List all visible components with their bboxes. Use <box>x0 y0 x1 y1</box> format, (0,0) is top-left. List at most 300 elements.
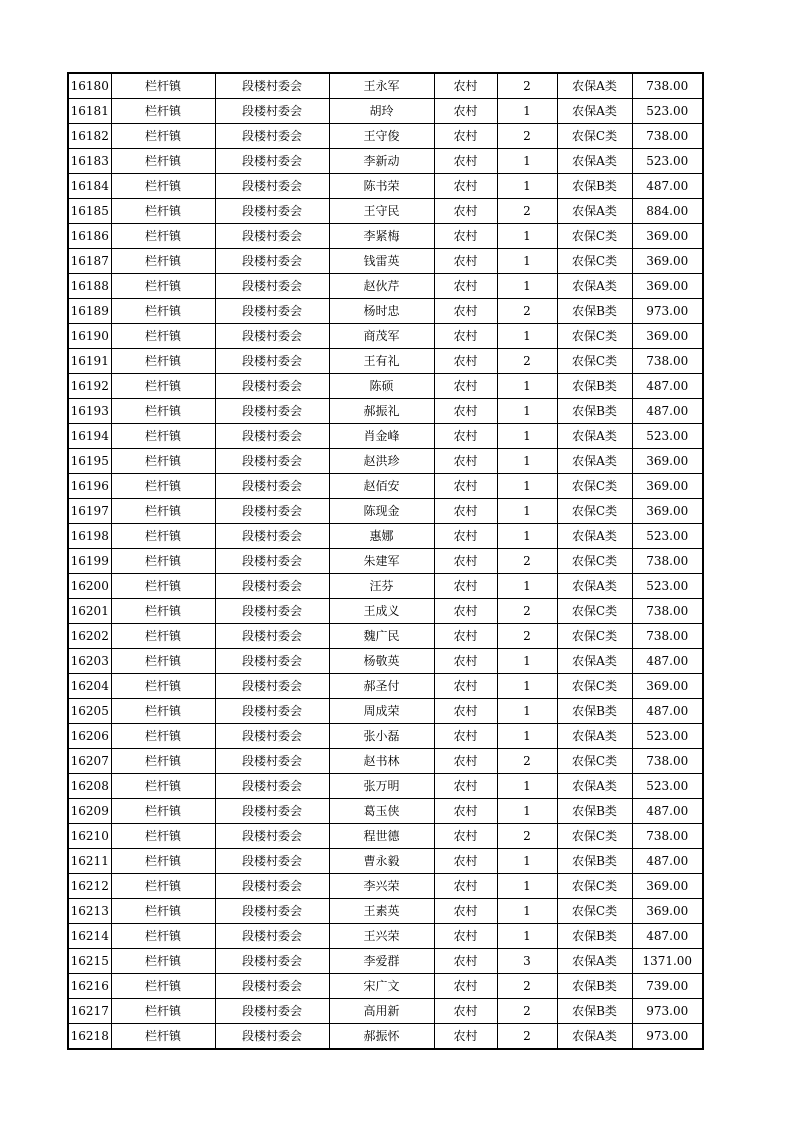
person-name-cell: 李爱群 <box>329 949 434 974</box>
table-row <box>68 949 703 974</box>
household-count-cell: 1 <box>497 774 557 799</box>
residence-type-cell: 农村 <box>434 224 497 249</box>
village-committee-cell: 段楼村委会 <box>215 649 329 674</box>
amount-cell: 487.00 <box>632 399 703 424</box>
town-cell: 栏杆镇 <box>111 799 215 824</box>
insurance-category-cell: 农保C类 <box>557 224 632 249</box>
household-count-cell: 2 <box>497 199 557 224</box>
person-name-cell: 王素英 <box>329 899 434 924</box>
household-count-cell: 2 <box>497 749 557 774</box>
table-row <box>68 224 703 249</box>
row-number-cell: 16187 <box>68 249 111 274</box>
amount-cell: 369.00 <box>632 249 703 274</box>
residence-type-cell: 农村 <box>434 949 497 974</box>
village-committee-cell: 段楼村委会 <box>215 524 329 549</box>
town-cell: 栏杆镇 <box>111 724 215 749</box>
town-cell: 栏杆镇 <box>111 124 215 149</box>
insurance-category-cell: 农保B类 <box>557 374 632 399</box>
town-cell: 栏杆镇 <box>111 924 215 949</box>
insurance-category-cell: 农保A类 <box>557 574 632 599</box>
town-cell: 栏杆镇 <box>111 1024 215 1050</box>
amount-cell: 738.00 <box>632 599 703 624</box>
town-cell: 栏杆镇 <box>111 274 215 299</box>
residence-type-cell: 农村 <box>434 1024 497 1050</box>
amount-cell: 369.00 <box>632 224 703 249</box>
town-cell: 栏杆镇 <box>111 474 215 499</box>
insurance-category-cell: 农保B类 <box>557 799 632 824</box>
row-number-cell: 16212 <box>68 874 111 899</box>
amount-cell: 738.00 <box>632 349 703 374</box>
insurance-category-cell: 农保B类 <box>557 924 632 949</box>
insurance-category-cell: 农保C类 <box>557 124 632 149</box>
row-number-cell: 16192 <box>68 374 111 399</box>
person-name-cell: 高用新 <box>329 999 434 1024</box>
table-row <box>68 999 703 1024</box>
village-committee-cell: 段楼村委会 <box>215 499 329 524</box>
household-count-cell: 1 <box>497 874 557 899</box>
amount-cell: 523.00 <box>632 574 703 599</box>
person-name-cell: 朱建军 <box>329 549 434 574</box>
residence-type-cell: 农村 <box>434 274 497 299</box>
person-name-cell: 汪芬 <box>329 574 434 599</box>
village-committee-cell: 段楼村委会 <box>215 399 329 424</box>
amount-cell: 369.00 <box>632 874 703 899</box>
amount-cell: 369.00 <box>632 674 703 699</box>
insurance-category-cell: 农保B类 <box>557 849 632 874</box>
village-committee-cell: 段楼村委会 <box>215 999 329 1024</box>
table-row <box>68 124 703 149</box>
residence-type-cell: 农村 <box>434 624 497 649</box>
household-count-cell: 2 <box>497 999 557 1024</box>
town-cell: 栏杆镇 <box>111 374 215 399</box>
amount-cell: 369.00 <box>632 274 703 299</box>
town-cell: 栏杆镇 <box>111 949 215 974</box>
village-committee-cell: 段楼村委会 <box>215 449 329 474</box>
village-committee-cell: 段楼村委会 <box>215 374 329 399</box>
amount-cell: 1371.00 <box>632 949 703 974</box>
table-row <box>68 824 703 849</box>
row-number-cell: 16188 <box>68 274 111 299</box>
household-count-cell: 1 <box>497 899 557 924</box>
person-name-cell: 曹永毅 <box>329 849 434 874</box>
person-name-cell: 郝振怀 <box>329 1024 434 1050</box>
household-count-cell: 1 <box>497 574 557 599</box>
row-number-cell: 16182 <box>68 124 111 149</box>
insurance-category-cell: 农保A类 <box>557 274 632 299</box>
amount-cell: 487.00 <box>632 924 703 949</box>
table-row <box>68 899 703 924</box>
row-number-cell: 16197 <box>68 499 111 524</box>
insurance-category-cell: 农保C类 <box>557 599 632 624</box>
amount-cell: 487.00 <box>632 699 703 724</box>
table-row <box>68 649 703 674</box>
table-row <box>68 199 703 224</box>
village-committee-cell: 段楼村委会 <box>215 974 329 999</box>
household-count-cell: 1 <box>497 99 557 124</box>
residence-type-cell: 农村 <box>434 999 497 1024</box>
town-cell: 栏杆镇 <box>111 199 215 224</box>
person-name-cell: 陈书荣 <box>329 174 434 199</box>
town-cell: 栏杆镇 <box>111 749 215 774</box>
amount-cell: 523.00 <box>632 99 703 124</box>
table-row <box>68 1024 703 1050</box>
amount-cell: 369.00 <box>632 324 703 349</box>
amount-cell: 523.00 <box>632 424 703 449</box>
row-number-cell: 16180 <box>68 73 111 99</box>
table-row <box>68 549 703 574</box>
insurance-category-cell: 农保A类 <box>557 774 632 799</box>
residence-type-cell: 农村 <box>434 549 497 574</box>
amount-cell: 523.00 <box>632 149 703 174</box>
residence-type-cell: 农村 <box>434 474 497 499</box>
amount-cell: 487.00 <box>632 649 703 674</box>
household-count-cell: 1 <box>497 424 557 449</box>
residence-type-cell: 农村 <box>434 99 497 124</box>
household-count-cell: 2 <box>497 124 557 149</box>
table-row <box>68 749 703 774</box>
household-count-cell: 1 <box>497 174 557 199</box>
insurance-category-cell: 农保C类 <box>557 324 632 349</box>
person-name-cell: 郝振礼 <box>329 399 434 424</box>
person-name-cell: 赵伙芹 <box>329 274 434 299</box>
residence-type-cell: 农村 <box>434 524 497 549</box>
row-number-cell: 16210 <box>68 824 111 849</box>
insurance-category-cell: 农保C类 <box>557 549 632 574</box>
table-row <box>68 374 703 399</box>
village-committee-cell: 段楼村委会 <box>215 624 329 649</box>
table-row <box>68 699 703 724</box>
town-cell: 栏杆镇 <box>111 174 215 199</box>
amount-cell: 523.00 <box>632 774 703 799</box>
row-number-cell: 16190 <box>68 324 111 349</box>
village-committee-cell: 段楼村委会 <box>215 224 329 249</box>
residence-type-cell: 农村 <box>434 149 497 174</box>
amount-cell: 738.00 <box>632 824 703 849</box>
person-name-cell: 商茂军 <box>329 324 434 349</box>
row-number-cell: 16184 <box>68 174 111 199</box>
row-number-cell: 16193 <box>68 399 111 424</box>
town-cell: 栏杆镇 <box>111 449 215 474</box>
amount-cell: 973.00 <box>632 1024 703 1050</box>
insurance-category-cell: 农保C类 <box>557 899 632 924</box>
amount-cell: 738.00 <box>632 73 703 99</box>
town-cell: 栏杆镇 <box>111 674 215 699</box>
village-committee-cell: 段楼村委会 <box>215 1024 329 1050</box>
household-count-cell: 2 <box>497 624 557 649</box>
insurance-category-cell: 农保C类 <box>557 874 632 899</box>
household-count-cell: 1 <box>497 724 557 749</box>
person-name-cell: 肖金峰 <box>329 424 434 449</box>
table-row <box>68 324 703 349</box>
residence-type-cell: 农村 <box>434 824 497 849</box>
village-committee-cell: 段楼村委会 <box>215 124 329 149</box>
town-cell: 栏杆镇 <box>111 73 215 99</box>
row-number-cell: 16195 <box>68 449 111 474</box>
table-row <box>68 849 703 874</box>
amount-cell: 738.00 <box>632 124 703 149</box>
town-cell: 栏杆镇 <box>111 299 215 324</box>
insurance-category-cell: 农保A类 <box>557 424 632 449</box>
table-row <box>68 774 703 799</box>
village-committee-cell: 段楼村委会 <box>215 299 329 324</box>
insurance-category-cell: 农保C类 <box>557 824 632 849</box>
village-committee-cell: 段楼村委会 <box>215 274 329 299</box>
household-count-cell: 1 <box>497 674 557 699</box>
village-committee-cell: 段楼村委会 <box>215 574 329 599</box>
insurance-category-cell: 农保A类 <box>557 73 632 99</box>
person-name-cell: 胡玲 <box>329 99 434 124</box>
row-number-cell: 16189 <box>68 299 111 324</box>
table-row <box>68 349 703 374</box>
person-name-cell: 王永军 <box>329 73 434 99</box>
household-count-cell: 2 <box>497 349 557 374</box>
row-number-cell: 16200 <box>68 574 111 599</box>
residence-type-cell: 农村 <box>434 774 497 799</box>
table-body <box>68 73 703 1049</box>
village-committee-cell: 段楼村委会 <box>215 199 329 224</box>
village-committee-cell: 段楼村委会 <box>215 149 329 174</box>
household-count-cell: 1 <box>497 224 557 249</box>
table-row <box>68 299 703 324</box>
residence-type-cell: 农村 <box>434 499 497 524</box>
amount-cell: 487.00 <box>632 849 703 874</box>
insurance-category-cell: 农保A类 <box>557 199 632 224</box>
amount-cell: 739.00 <box>632 974 703 999</box>
table-row <box>68 174 703 199</box>
insurance-category-cell: 农保C类 <box>557 749 632 774</box>
town-cell: 栏杆镇 <box>111 524 215 549</box>
insurance-category-cell: 农保A类 <box>557 524 632 549</box>
village-committee-cell: 段楼村委会 <box>215 749 329 774</box>
village-committee-cell: 段楼村委会 <box>215 774 329 799</box>
table-row <box>68 249 703 274</box>
person-name-cell: 杨时忠 <box>329 299 434 324</box>
household-count-cell: 1 <box>497 499 557 524</box>
residence-type-cell: 农村 <box>434 974 497 999</box>
row-number-cell: 16204 <box>68 674 111 699</box>
person-name-cell: 张小磊 <box>329 724 434 749</box>
residence-type-cell: 农村 <box>434 924 497 949</box>
row-number-cell: 16185 <box>68 199 111 224</box>
residence-type-cell: 农村 <box>434 73 497 99</box>
household-count-cell: 2 <box>497 824 557 849</box>
residence-type-cell: 农村 <box>434 674 497 699</box>
insurance-category-cell: 农保A类 <box>557 99 632 124</box>
amount-cell: 738.00 <box>632 549 703 574</box>
village-committee-cell: 段楼村委会 <box>215 99 329 124</box>
row-number-cell: 16194 <box>68 424 111 449</box>
row-number-cell: 16181 <box>68 99 111 124</box>
town-cell: 栏杆镇 <box>111 974 215 999</box>
table-row <box>68 674 703 699</box>
village-committee-cell: 段楼村委会 <box>215 949 329 974</box>
insurance-category-cell: 农保B类 <box>557 174 632 199</box>
person-name-cell: 赵洪珍 <box>329 449 434 474</box>
household-count-cell: 2 <box>497 1024 557 1050</box>
town-cell: 栏杆镇 <box>111 774 215 799</box>
amount-cell: 738.00 <box>632 624 703 649</box>
residence-type-cell: 农村 <box>434 124 497 149</box>
town-cell: 栏杆镇 <box>111 99 215 124</box>
household-count-cell: 1 <box>497 149 557 174</box>
table-row <box>68 499 703 524</box>
row-number-cell: 16217 <box>68 999 111 1024</box>
table-row <box>68 399 703 424</box>
town-cell: 栏杆镇 <box>111 399 215 424</box>
insurance-category-cell: 农保A类 <box>557 949 632 974</box>
insurance-category-cell: 农保A类 <box>557 149 632 174</box>
row-number-cell: 16209 <box>68 799 111 824</box>
amount-cell: 884.00 <box>632 199 703 224</box>
residence-type-cell: 农村 <box>434 249 497 274</box>
insurance-category-cell: 农保A类 <box>557 724 632 749</box>
table-row <box>68 99 703 124</box>
residence-type-cell: 农村 <box>434 899 497 924</box>
village-committee-cell: 段楼村委会 <box>215 824 329 849</box>
person-name-cell: 赵佰安 <box>329 474 434 499</box>
table-row <box>68 724 703 749</box>
household-count-cell: 1 <box>497 799 557 824</box>
household-count-cell: 1 <box>497 474 557 499</box>
residence-type-cell: 农村 <box>434 349 497 374</box>
amount-cell: 523.00 <box>632 524 703 549</box>
row-number-cell: 16213 <box>68 899 111 924</box>
row-number-cell: 16218 <box>68 1024 111 1050</box>
town-cell: 栏杆镇 <box>111 549 215 574</box>
insurance-category-cell: 农保A类 <box>557 649 632 674</box>
household-count-cell: 2 <box>497 549 557 574</box>
person-name-cell: 李新动 <box>329 149 434 174</box>
amount-cell: 487.00 <box>632 799 703 824</box>
village-committee-cell: 段楼村委会 <box>215 349 329 374</box>
town-cell: 栏杆镇 <box>111 149 215 174</box>
row-number-cell: 16191 <box>68 349 111 374</box>
person-name-cell: 程世德 <box>329 824 434 849</box>
amount-cell: 369.00 <box>632 474 703 499</box>
row-number-cell: 16196 <box>68 474 111 499</box>
person-name-cell: 钱雷英 <box>329 249 434 274</box>
row-number-cell: 16207 <box>68 749 111 774</box>
person-name-cell: 王守民 <box>329 199 434 224</box>
row-number-cell: 16205 <box>68 699 111 724</box>
residence-type-cell: 农村 <box>434 449 497 474</box>
village-committee-cell: 段楼村委会 <box>215 899 329 924</box>
table-row <box>68 574 703 599</box>
residence-type-cell: 农村 <box>434 399 497 424</box>
table-row <box>68 799 703 824</box>
village-committee-cell: 段楼村委会 <box>215 674 329 699</box>
row-number-cell: 16198 <box>68 524 111 549</box>
table-row <box>68 874 703 899</box>
row-number-cell: 16215 <box>68 949 111 974</box>
residence-type-cell: 农村 <box>434 424 497 449</box>
table-row <box>68 274 703 299</box>
row-number-cell: 16202 <box>68 624 111 649</box>
village-committee-cell: 段楼村委会 <box>215 724 329 749</box>
person-name-cell: 王兴荣 <box>329 924 434 949</box>
household-count-cell: 3 <box>497 949 557 974</box>
town-cell: 栏杆镇 <box>111 649 215 674</box>
town-cell: 栏杆镇 <box>111 899 215 924</box>
table-row <box>68 924 703 949</box>
village-committee-cell: 段楼村委会 <box>215 324 329 349</box>
insurance-category-cell: 农保B类 <box>557 999 632 1024</box>
town-cell: 栏杆镇 <box>111 574 215 599</box>
table-row <box>68 149 703 174</box>
household-count-cell: 1 <box>497 449 557 474</box>
household-count-cell: 2 <box>497 73 557 99</box>
town-cell: 栏杆镇 <box>111 424 215 449</box>
person-name-cell: 魏广民 <box>329 624 434 649</box>
town-cell: 栏杆镇 <box>111 624 215 649</box>
residence-type-cell: 农村 <box>434 374 497 399</box>
household-count-cell: 1 <box>497 324 557 349</box>
row-number-cell: 16199 <box>68 549 111 574</box>
person-name-cell: 杨敬英 <box>329 649 434 674</box>
person-name-cell: 王守俊 <box>329 124 434 149</box>
village-committee-cell: 段楼村委会 <box>215 599 329 624</box>
household-count-cell: 1 <box>497 249 557 274</box>
village-committee-cell: 段楼村委会 <box>215 799 329 824</box>
insurance-category-cell: 农保C类 <box>557 349 632 374</box>
household-count-cell: 2 <box>497 974 557 999</box>
residence-type-cell: 农村 <box>434 799 497 824</box>
town-cell: 栏杆镇 <box>111 324 215 349</box>
insurance-category-cell: 农保A类 <box>557 1024 632 1050</box>
residence-type-cell: 农村 <box>434 599 497 624</box>
person-name-cell: 李紧梅 <box>329 224 434 249</box>
town-cell: 栏杆镇 <box>111 599 215 624</box>
village-committee-cell: 段楼村委会 <box>215 699 329 724</box>
table-row <box>68 974 703 999</box>
person-name-cell: 王有礼 <box>329 349 434 374</box>
village-committee-cell: 段楼村委会 <box>215 849 329 874</box>
town-cell: 栏杆镇 <box>111 499 215 524</box>
household-count-cell: 2 <box>497 299 557 324</box>
amount-cell: 369.00 <box>632 899 703 924</box>
person-name-cell: 葛玉侠 <box>329 799 434 824</box>
person-name-cell: 郝圣付 <box>329 674 434 699</box>
household-count-cell: 1 <box>497 924 557 949</box>
row-number-cell: 16216 <box>68 974 111 999</box>
table-row <box>68 73 703 99</box>
table-row <box>68 599 703 624</box>
residence-type-cell: 农村 <box>434 199 497 224</box>
residence-type-cell: 农村 <box>434 849 497 874</box>
beneficiary-table <box>67 72 704 1050</box>
table-row <box>68 624 703 649</box>
residence-type-cell: 农村 <box>434 724 497 749</box>
amount-cell: 973.00 <box>632 299 703 324</box>
insurance-category-cell: 农保C类 <box>557 624 632 649</box>
amount-cell: 738.00 <box>632 749 703 774</box>
town-cell: 栏杆镇 <box>111 849 215 874</box>
person-name-cell: 张万明 <box>329 774 434 799</box>
residence-type-cell: 农村 <box>434 299 497 324</box>
residence-type-cell: 农村 <box>434 874 497 899</box>
insurance-category-cell: 农保C类 <box>557 249 632 274</box>
row-number-cell: 16206 <box>68 724 111 749</box>
amount-cell: 523.00 <box>632 724 703 749</box>
person-name-cell: 赵书林 <box>329 749 434 774</box>
amount-cell: 369.00 <box>632 499 703 524</box>
village-committee-cell: 段楼村委会 <box>215 249 329 274</box>
town-cell: 栏杆镇 <box>111 699 215 724</box>
table-row <box>68 524 703 549</box>
household-count-cell: 1 <box>497 374 557 399</box>
insurance-category-cell: 农保B类 <box>557 399 632 424</box>
insurance-category-cell: 农保B类 <box>557 299 632 324</box>
